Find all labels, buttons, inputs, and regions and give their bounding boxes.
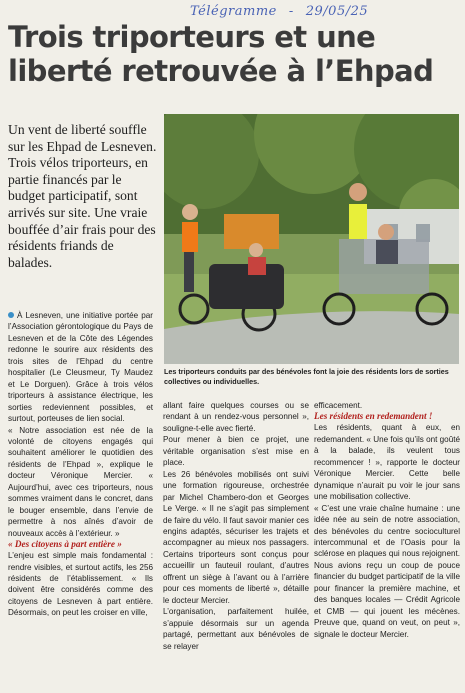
- article-column-2: [163, 400, 309, 652]
- body-paragraph: efficacement.: [314, 401, 363, 410]
- clipping-date: 29/05/25: [305, 4, 369, 19]
- headline-line-1: Trois triporteurs et une: [8, 20, 376, 54]
- subheading: Les résidents en redemandent !: [314, 411, 433, 422]
- body-paragraph: allant faire quelques courses ou se rendant à un rendez-vous personnel », souligne-t-elle avec fierté.: [163, 401, 309, 433]
- triporteur-photo-illustration: [164, 114, 459, 364]
- body-paragraph: L’organisation, parfaitement huilée, s’appuie désormais sur un agenda partagé, permettant aux bénévoles de se relayer: [163, 607, 309, 651]
- article-column-3: [314, 400, 460, 640]
- body-paragraph: À Lesneven, une initiative portée par l’Association gérontologique du Pays de Lesneven et de la Côte des Légendes redonne le sourire aux résidents des trois sites de l’Ehpad du centre hospitalier (Le Cleusmeur, Ty Maudez et Le Dorguen). Grâce à trois vélos triporteurs à assistance électrique, les sorties redeviennent possibles, et surtout, porteuses de lien social.: [8, 311, 153, 424]
- article-column-1: [8, 310, 153, 619]
- body-paragraph: L’enjeu est simple mais fondamental : rendre visibles, et surtout actifs, les 256 résidents de l’établissement. « Ils doivent être considérés comme des citoyens de Lesneven à part entière. Désormais, on peut les croiser en ville,: [8, 551, 153, 618]
- headline-line-2: liberté retrouvée à l’Ehpad: [8, 54, 434, 88]
- body-paragraph: « C’est une vraie chaîne humaine : une idée née au sein de notre association, des bénévoles du centre socioculturel intercommunal et de l’Oasis pour la sclérose en plaques qui nous rejoignent. Nous avions reçu un coup de pouce financier du budget participatif de la ville pour financer la première machine, et des banques locales — Crédit Agricole et CMB — qui jouent les mécènes. Preuve que, quand on veut, on peut », signale le docteur Mercier.: [314, 503, 460, 639]
- bullet-dot-icon: [8, 312, 14, 318]
- body-paragraph: Pour mener à bien ce projet, une véritable organisation s’est mise en place.: [163, 435, 309, 468]
- source-name: Télégramme: [190, 4, 277, 19]
- body-paragraph: Les 26 bénévoles mobilisés ont suivi une formation rigoureuse, orchestrée par Michel Chambero-don et Georges Le Verge. « Il ne s’agit pas simplement de faire du vélo. Il faut savoir manier ces engins adaptés, sécuriser les trajets et accompagner au mieux nos passagers. Certains triporteurs sont conçus pour accueillir un fauteuil roulant, d’autres offrent un siège à l’avant ou à l’arrière pour ces moments de liberté », détaille le docteur Mercier.: [163, 469, 309, 605]
- body-paragraph: « Notre association est née de la volonté de citoyens engagés qui souhaitent améliorer le quotidien des résidents de l’Ehpad », explique le docteur Véronique Mercier. « Aujourd’hui, avec ces triporteurs, nous sommes vraiment dans le concret, dans le bouger ensemble, dans l’envie de permettre à nos aînés d’avoir de nouveaux accès à l’extérieur. »: [8, 425, 153, 538]
- photo-caption: Les triporteurs conduits par des bénévoles font la joie des résidents lors de sorties collectives ou individuelles.: [164, 367, 449, 386]
- handwritten-source-note: Télégramme - 29/05/25: [190, 4, 369, 19]
- headline: [8, 20, 458, 88]
- subheading: « Des citoyens à part entière »: [8, 539, 122, 550]
- body-paragraph: Les résidents, quant à eux, en redemandent. « Une fois qu’ils ont goûté à la balade, ils veulent tous recommencer ! », rapporte le docteur Véronique Mercier. Cette belle dynamique n’aurait pu voir le jour sans une mobilisation collective.: [314, 423, 460, 502]
- article-photo: [164, 114, 459, 364]
- lead-paragraph: Un vent de liberté souffle sur les Ehpad de Lesneven. Trois vélos triporteurs, en partie financés par le budget participatif, sont arrivés sur site. Une vraie bouffée d’air frais pour des résidents friands de balades.: [8, 122, 157, 270]
